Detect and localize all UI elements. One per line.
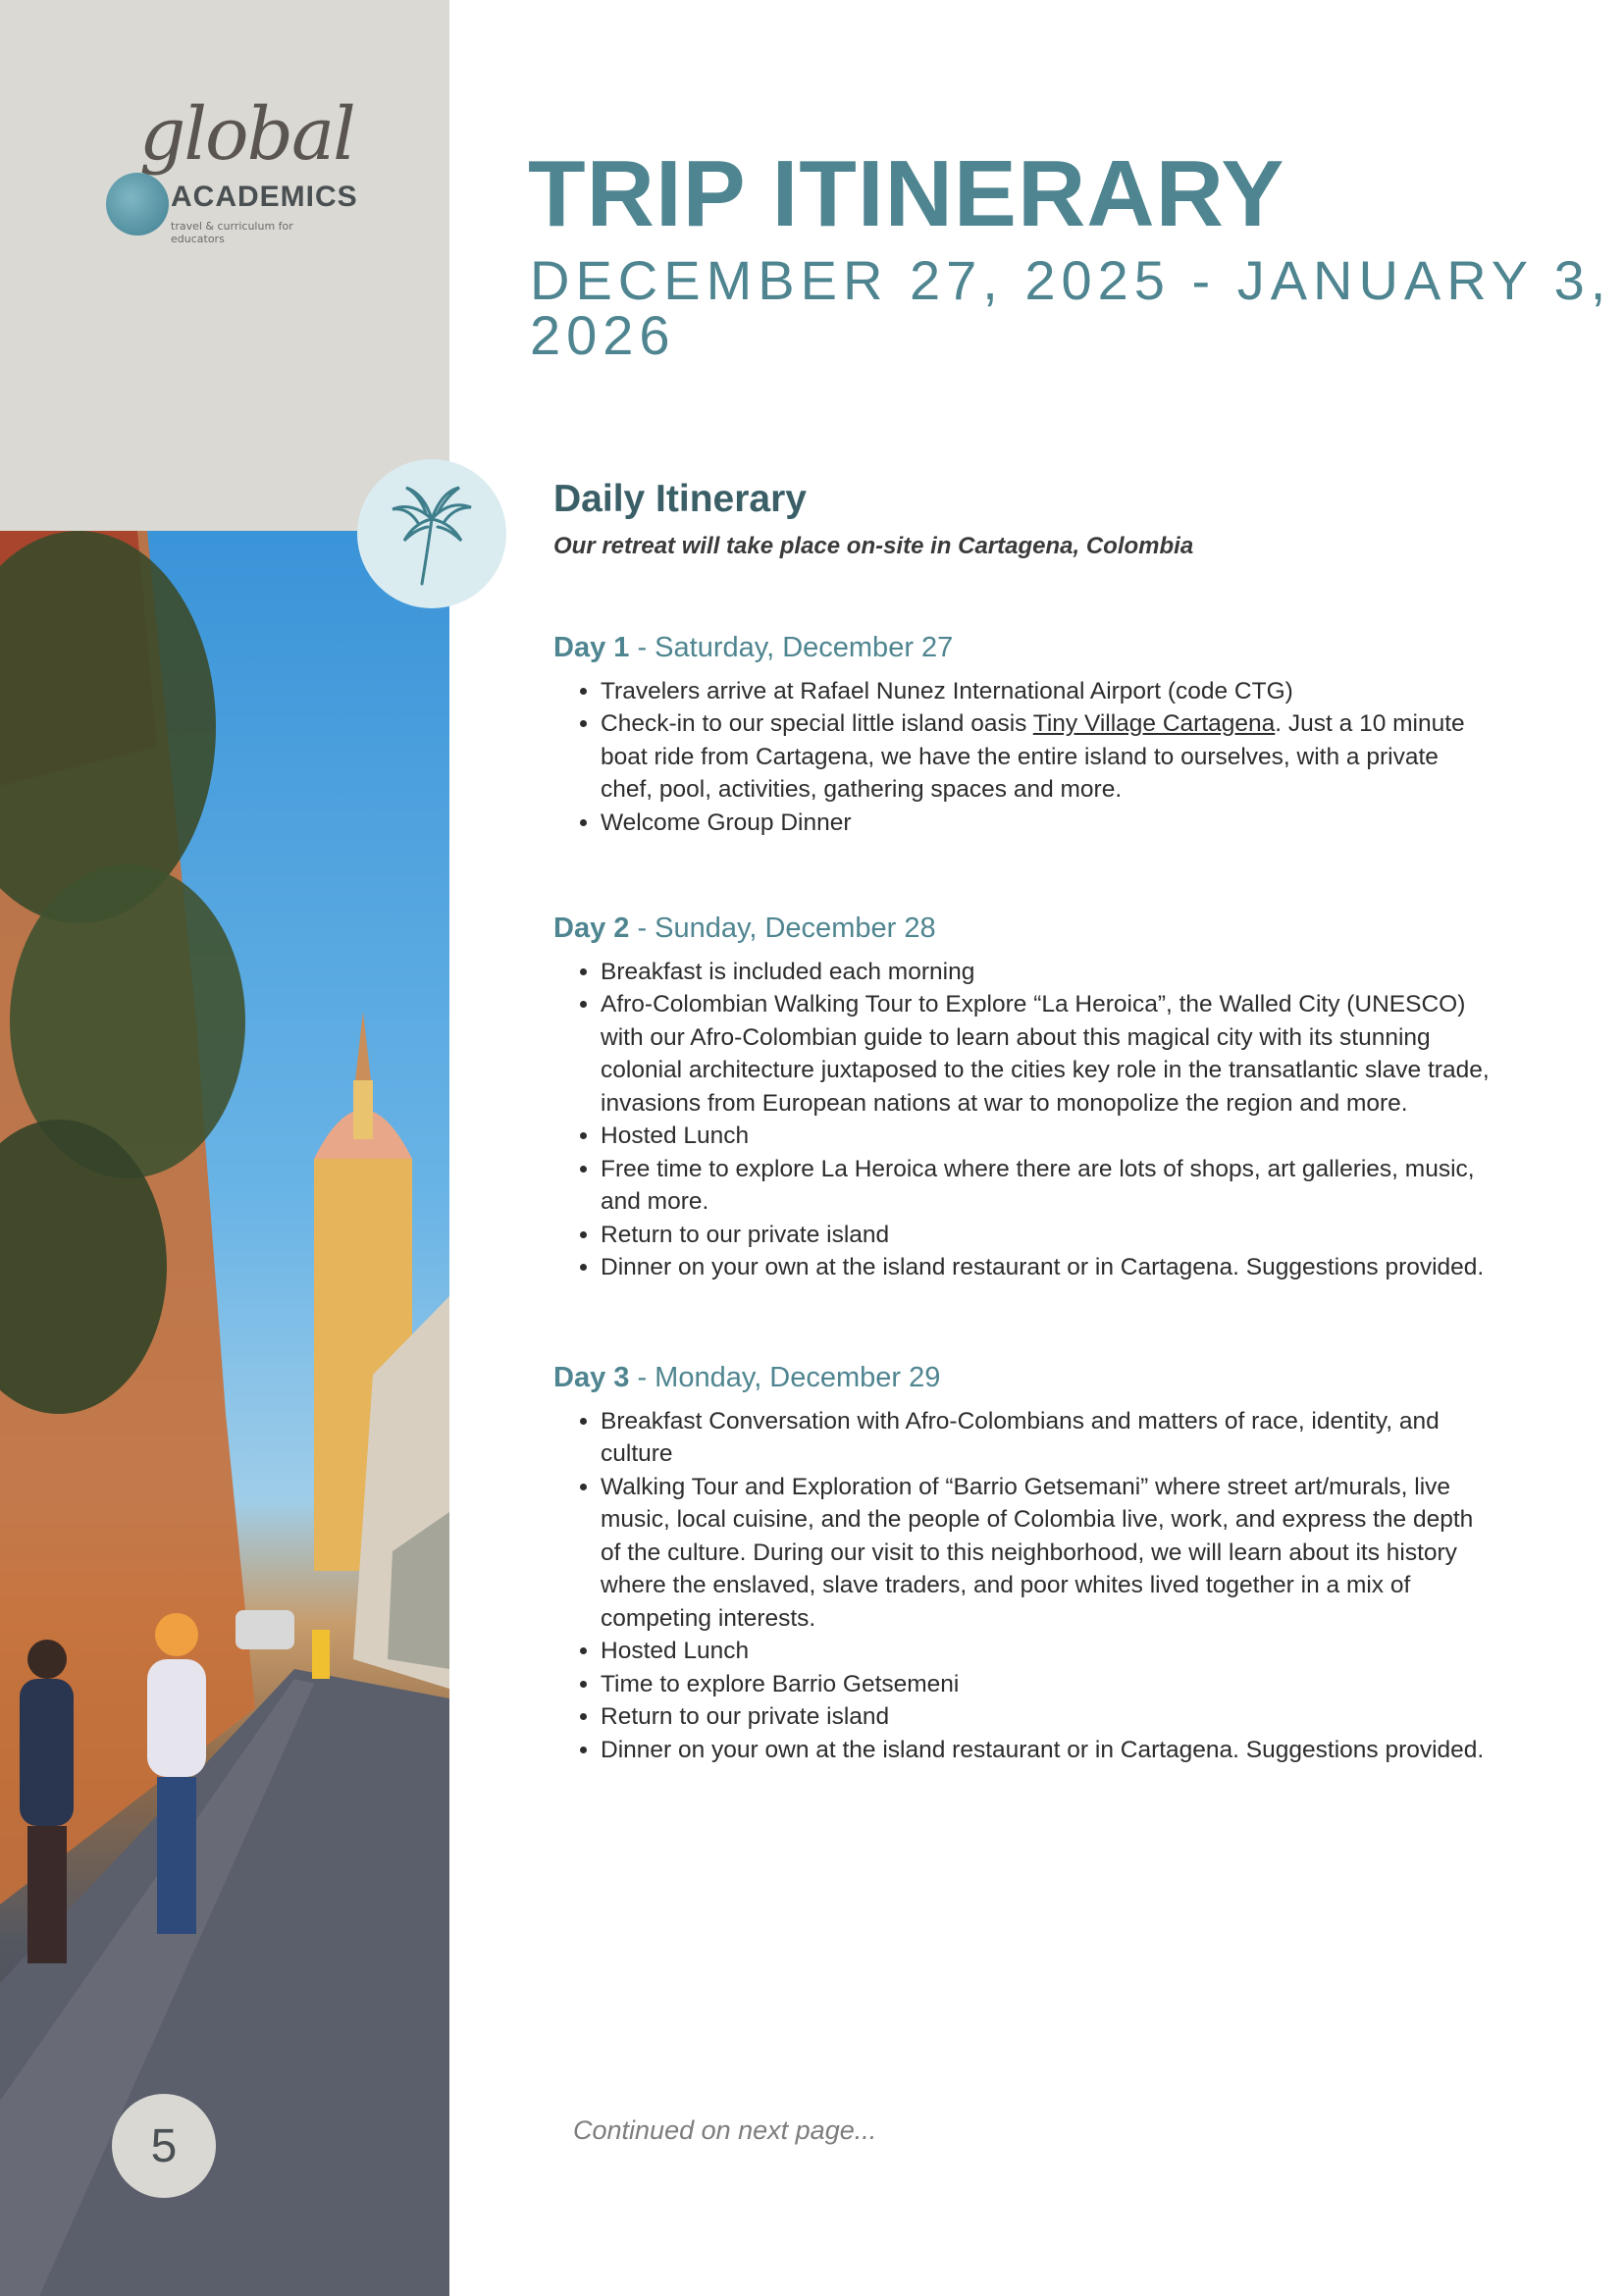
list-item: • Travelers arrive at Rafael Nunez International Airport (code CTG) xyxy=(601,675,1495,708)
list-item: • Hosted Lunch xyxy=(601,1635,1495,1668)
global-academics-logo xyxy=(98,92,358,245)
logo-script-text: global xyxy=(139,92,354,177)
logo-word: ACADEMICS xyxy=(171,181,358,213)
day-3-block xyxy=(553,1361,1495,1766)
list-item: • Free time to explore La Heroica where there are lots of shops, art galleries, music, and more. xyxy=(601,1153,1495,1219)
list-item: • Breakfast Conversation with Afro-Colombians and matters of race, identity, and culture xyxy=(601,1405,1495,1471)
list-item: • Walking Tour and Exploration of “Barrio Getsemani” where street art/murals, live music, local cuisine, and the people of Colombia live, work, and express the depth of the culture. During our visit to this neighborhood, we will learn about its history where the enslaved, slave traders, and poor whites lived together in a mix of competing interests. xyxy=(601,1471,1495,1636)
palm-tree-icon xyxy=(385,480,479,588)
list-item: • Time to explore Barrio Getsemeni xyxy=(601,1668,1495,1701)
page-number: 5 xyxy=(112,2094,216,2198)
day-heading: Day 2 - Sunday, December 28 xyxy=(553,913,936,945)
day-2-list xyxy=(553,956,1495,1284)
itinerary-content xyxy=(553,477,1495,1766)
palm-badge xyxy=(357,459,506,608)
sidebar-panel xyxy=(0,0,449,531)
street-scene-illustration xyxy=(0,531,449,2296)
list-item: • Return to our private island xyxy=(601,1219,1495,1252)
cartagena-street-photo xyxy=(0,531,449,2296)
section-subtitle: Our retreat will take place on-site in Cartagena, Colombia xyxy=(553,532,1194,559)
list-item: • Breakfast is included each morning xyxy=(601,956,1495,989)
list-item: • Return to our private island xyxy=(601,1700,1495,1734)
list-item: • Dinner on your own at the island restaurant or in Cartagena. Suggestions provided. xyxy=(601,1251,1495,1284)
list-item: • Welcome Group Dinner xyxy=(601,807,1495,840)
day-heading: Day 3 - Monday, December 29 xyxy=(553,1361,941,1393)
day-heading: Day 1 - Saturday, December 27 xyxy=(553,631,954,663)
page-title: TRIP ITINERARY xyxy=(528,141,1285,246)
list-item: • Dinner on your own at the island restaurant or in Cartagena. Suggestions provided. xyxy=(601,1734,1495,1767)
list-item: • Check-in to our special little island oasis Tiny Village Cartagena. Just a 10 minute boat ride from Cartagena, we have the entire island to ourselves, with a private chef, pool, activities, gathering spaces and more. xyxy=(601,707,1495,807)
day-1-list xyxy=(553,675,1495,840)
day-3-list xyxy=(553,1405,1495,1767)
globe-icon xyxy=(106,173,169,235)
day-2-block xyxy=(553,912,1495,1284)
section-title: Daily Itinerary xyxy=(553,478,807,520)
logo-tagline: travel & curriculum for educators xyxy=(171,220,293,245)
day-1-block xyxy=(553,631,1495,839)
tiny-village-link[interactable]: Tiny Village Cartagena xyxy=(1032,710,1276,738)
list-item: • Hosted Lunch xyxy=(601,1120,1495,1153)
trip-dates: DECEMBER 27, 2025 - JANUARY 3, 2026 xyxy=(530,249,1612,366)
continued-note: Continued on next page... xyxy=(573,2115,877,2145)
list-item: • Afro-Colombian Walking Tour to Explore “La Heroica”, the Walled City (UNESCO) with our Afro-Colombian guide to learn about this magical city with its stunning colonial architecture juxtaposed to the cities key role in the transatlantic slave trade, invasions from European nations at war to monopolize the region and more. xyxy=(601,988,1495,1120)
